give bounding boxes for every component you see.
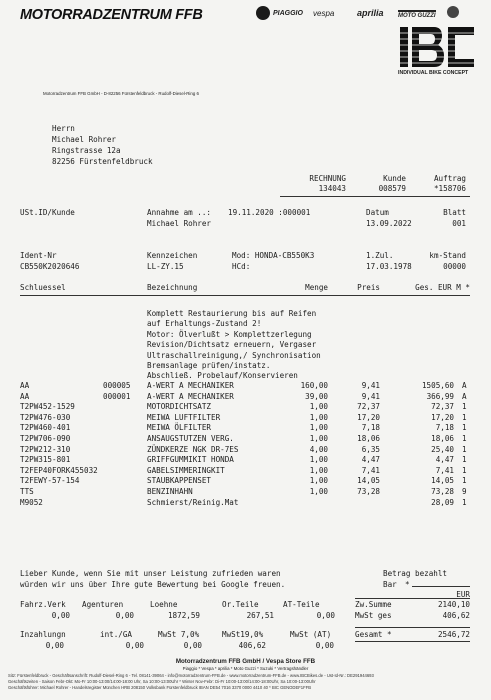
item-price: 7,41 — [361, 465, 380, 475]
item-key: AA — [20, 391, 30, 401]
description-line: Ultraschallreinigung,/ Synchronisation — [147, 350, 321, 360]
col-preis: Preis — [357, 283, 380, 292]
item-total: 366,99 — [426, 391, 454, 401]
item-key: T2PW706-090 — [20, 434, 71, 443]
divider-eur — [355, 598, 470, 599]
tax-label: Inzahlungn — [20, 630, 66, 639]
item-price: 73,28 — [357, 487, 380, 496]
recipient-salutation: Herrn — [52, 124, 75, 133]
item-total: 72,37 — [431, 402, 454, 412]
tax-label: int./GA — [100, 630, 133, 639]
suzuki-icon — [447, 6, 459, 18]
blatt-value: 001 — [452, 219, 466, 228]
item-m-code: 1 — [462, 423, 467, 433]
item-price: 7,18 — [361, 423, 380, 433]
zw-summe-label: Zw.Summe — [355, 600, 392, 609]
footer-line-3: Geschäftsführer: Michael Rohrer - Handelsregister München HRB 208150 Volksbank Fürstenfeldbruck IBAN DE54 7016 3370 0000 4410 40 * BIC GENODEF1FFB — [8, 685, 312, 690]
recipient-street: Ringstrasse 12a — [52, 146, 121, 155]
tax-value: 0,00 — [183, 641, 202, 650]
totals-value: 0,00 — [115, 611, 134, 620]
totals-value: 0,00 — [316, 611, 335, 620]
label-auftrag: Auftrag — [433, 174, 466, 183]
item-description: MEIWA ÖLFILTER — [147, 423, 212, 433]
item-description: A-WERT A MECHANIKER — [147, 381, 234, 390]
customer-name: Michael Rohrer — [147, 219, 212, 228]
item-key: T2PW460-401 — [20, 423, 71, 433]
item-price: 6,35 — [361, 444, 380, 454]
item-m-code: 1 — [462, 455, 467, 465]
item-price: 9,41 — [361, 391, 380, 401]
value-kunde: 008579 — [378, 184, 406, 193]
divider-gesamt-bottom — [355, 641, 470, 642]
item-m-code: 9 — [462, 487, 467, 496]
eur-label: EUR — [456, 590, 470, 599]
totals-label: AT-Teile — [283, 600, 320, 609]
item-m-code: 1 — [462, 465, 467, 475]
item-total: 25,40 — [431, 444, 454, 454]
totals-value: 267,51 — [246, 611, 274, 620]
item-key: T2FEWY-57-154 — [20, 476, 80, 486]
item-quantity: 1,00 — [309, 487, 328, 496]
item-description: MOTORDICHTSATZ — [147, 402, 212, 412]
value-rechnung: 134043 — [318, 184, 346, 193]
item-description: Schmierst/Reinig.Mat — [147, 497, 239, 507]
item-total: 1505,60 — [421, 381, 454, 390]
item-price: 72,37 — [357, 402, 380, 412]
divider-columns — [20, 295, 470, 296]
paid-method: Bar — [383, 580, 397, 589]
recipient-name: Michael Rohrer — [52, 135, 117, 144]
datum-label: Datum — [366, 208, 389, 217]
description-line: Revision/Dichtsatz erneuern, Vergaser — [147, 340, 317, 350]
paid-underline — [412, 586, 470, 587]
sender-line: Motorradzentrum FFB GmbH - D-82256 Fürstenfeldbruck - Rudolf-Diesel-Ring 6 — [43, 91, 199, 96]
zulassung-value: 17.03.1978 — [366, 262, 412, 271]
item-m-code: A — [462, 391, 467, 401]
item-total: 17,20 — [431, 412, 454, 422]
item-quantity: 1,00 — [309, 423, 328, 433]
divider-gesamt-top — [355, 627, 470, 628]
value-auftrag: *158706 — [433, 184, 466, 193]
item-total: 7,18 — [435, 423, 454, 433]
description-line: Komplett Restaurierung bis auf Reifen — [147, 309, 317, 318]
footer-line-1: Sitz: Fürstenfeldbruck - Geschäftsanschrift: Rudolf-Diesel-Ring 6 - Tel. 08141-39064 - info@motorradzentrum-FFB.de - www.motorradzentrum-FFB.de - www.IBCBikes.de - Ust-Id-Nr.: DE291944693 — [8, 673, 374, 678]
item-total: 7,41 — [435, 465, 454, 475]
label-kunde: Kunde — [383, 174, 406, 183]
item-quantity: 1,00 — [309, 476, 328, 486]
logo-aprilia: aprilia — [357, 8, 384, 18]
hcd-label: HCd: — [232, 262, 251, 271]
item-description: STAUBKAPPENSET — [147, 476, 212, 486]
item-quantity: 4,00 — [309, 444, 328, 454]
footer-title: Motorradzentrum FFB GmbH / Vespa Store FFB — [175, 658, 316, 665]
gesamt-label: Gesamt * — [355, 630, 392, 639]
item-quantity: 1,00 — [309, 412, 328, 422]
item-price: 18,06 — [357, 434, 380, 443]
item-price: 4,47 — [361, 455, 380, 465]
piaggio-shield-icon — [256, 6, 270, 20]
item-quantity: 1,00 — [309, 465, 328, 475]
item-description: ZÜNDKERZE NGK DR-7ES — [147, 444, 239, 454]
item-quantity: 1,00 — [309, 402, 328, 412]
item-price: 17,20 — [357, 412, 380, 422]
ident-value: CB550K2020646 — [20, 262, 80, 271]
mwst-ges-value: 406,62 — [442, 611, 470, 620]
item-description: BENZINHAHN — [147, 487, 193, 496]
label-rechnung: RECHNUNG — [309, 174, 346, 183]
totals-label: Fahrz.Verk — [20, 600, 66, 609]
item-total: 73,28 — [431, 487, 454, 496]
item-key: M9052 — [20, 497, 43, 507]
ident-label: Ident-Nr — [20, 251, 57, 260]
annahme-value: 19.11.2020 :000001 — [228, 208, 311, 217]
item-price: 9,41 — [361, 381, 380, 390]
totals-label: Loehne — [150, 600, 178, 609]
tax-value: 406,62 — [238, 641, 266, 650]
item-description: A-WERT A MECHANIKER — [147, 391, 234, 401]
logo-piaggio: PIAGGIO — [273, 10, 303, 17]
zw-summe-value: 2140,10 — [437, 600, 470, 609]
annahme-label: Annahme am ..: — [147, 208, 212, 217]
logo-vespa: vespa — [313, 9, 335, 18]
item-description: GRIFFGUMMIKIT HONDA — [147, 455, 234, 465]
closing-line-2: würden wir uns über Ihre gute Bewertung bei Google freuen. — [20, 580, 286, 589]
kennzeichen-value: LL-ZY.15 — [147, 262, 184, 271]
totals-value: 1872,59 — [167, 611, 200, 620]
item-key: T2PW212-310 — [20, 444, 71, 454]
description-line: Abschließ. Probelauf/Konservieren — [147, 371, 298, 381]
blatt-label: Blatt — [443, 208, 466, 217]
item-total: 18,06 — [431, 434, 454, 443]
model-label: Mod: HONDA-CB550K3 — [232, 251, 315, 260]
gesamt-value: 2546,72 — [437, 630, 470, 639]
item-total: 14,05 — [431, 476, 454, 486]
tax-label: MwSt (AT) — [290, 630, 332, 639]
item-quantity: 39,00 — [305, 391, 328, 401]
item-key: T2PW315-801 — [20, 455, 71, 465]
kennzeichen-label: Kennzeichen — [147, 251, 198, 260]
footer-brands: Piaggio * Vespa * aprilia * Moto Guzzi * Suzuki * Vertragshändler — [182, 666, 309, 671]
ibc-logo — [398, 25, 478, 69]
tax-value: 0,00 — [315, 641, 334, 650]
item-m-code: 1 — [462, 476, 467, 486]
item-m-code: 1 — [462, 434, 467, 443]
footer-line-2: Geschäftszeiten - Saison Febr-Okt: Mo-Fr 10:00-13:00/14:00-18:00 Uhr, Sa 10:00-13:00Uhr * Winter Nov-Febr: Di-Fr 10:00-13:00/14:00-18:00Uhr, Sa 10:00-13:00Uhr — [8, 679, 316, 684]
item-m-code: 1 — [462, 412, 467, 422]
item-m-code: 1 — [462, 402, 467, 412]
description-line: auf Erhaltungs-Zustand 2! — [147, 319, 262, 329]
paid-label: Betrag bezahlt — [383, 569, 448, 578]
description-line: Motor: Ölverlußt > Komplettzerlegung — [147, 329, 312, 339]
item-description: ANSAUGSTUTZEN VERG. — [147, 434, 234, 443]
item-key: T2PW476-030 — [20, 412, 71, 422]
item-quantity: 1,00 — [309, 455, 328, 465]
description-line: Bremsanlage prüfen/instatz. — [147, 361, 271, 370]
col-ges: Ges. EUR M * — [415, 283, 470, 292]
item-key: T2PW452-1529 — [20, 402, 75, 412]
col-menge: Menge — [305, 283, 328, 292]
km-value: 00000 — [443, 262, 466, 271]
item-m-code: A — [462, 381, 467, 390]
item-quantity: 1,00 — [309, 434, 328, 443]
logo-moto-guzzi: MOTO GUZZI — [398, 10, 436, 19]
item-code: 000001 — [103, 391, 131, 401]
item-key: AA — [20, 381, 30, 390]
totals-label: Agenturen — [82, 600, 124, 609]
item-key: TTS — [20, 487, 34, 496]
divider-numbers — [280, 196, 470, 197]
col-schluessel: Schluessel — [20, 283, 66, 292]
item-description: GABELSIMMERINGKIT — [147, 465, 225, 475]
totals-label: Or.Teile — [222, 600, 259, 609]
item-total: 28,09 — [431, 497, 454, 507]
closing-line-1: Lieber Kunde, wenn Sie mit unser Leistung zufrieden waren — [20, 569, 281, 578]
mwst-ges-label: MwSt ges — [355, 611, 392, 620]
item-key: T2FEP40FORK455032 — [20, 465, 98, 475]
item-m-code: 1 — [462, 444, 467, 454]
tax-value: 0,00 — [45, 641, 64, 650]
datum-value: 13.09.2022 — [366, 219, 412, 228]
totals-value: 0,00 — [51, 611, 70, 620]
tax-label: MwSt 7,0% — [158, 630, 200, 639]
zulassung-label: 1.Zul. — [366, 251, 394, 260]
item-m-code: 1 — [462, 497, 467, 507]
item-total: 4,47 — [435, 455, 454, 465]
ibc-tagline: INDIVIDUAL BIKE CONCEPT — [398, 70, 469, 76]
ust-label: USt.ID/Kunde — [20, 208, 75, 217]
recipient-city: 82256 Fürstenfeldbruck — [52, 157, 153, 166]
brand-name: MOTORRADZENTRUM FFB — [20, 7, 203, 23]
item-description: MEIWA LUFTFILTER — [147, 412, 221, 422]
col-bezeichnung: Bezeichnung — [147, 283, 198, 292]
item-quantity: 160,00 — [300, 381, 328, 390]
km-label: km-Stand — [429, 251, 466, 260]
tax-value: 0,00 — [125, 641, 144, 650]
item-code: 000005 — [103, 381, 131, 390]
item-price: 14,05 — [357, 476, 380, 486]
paid-marker: * — [405, 580, 410, 589]
tax-label: MwSt19,0% — [222, 630, 264, 639]
